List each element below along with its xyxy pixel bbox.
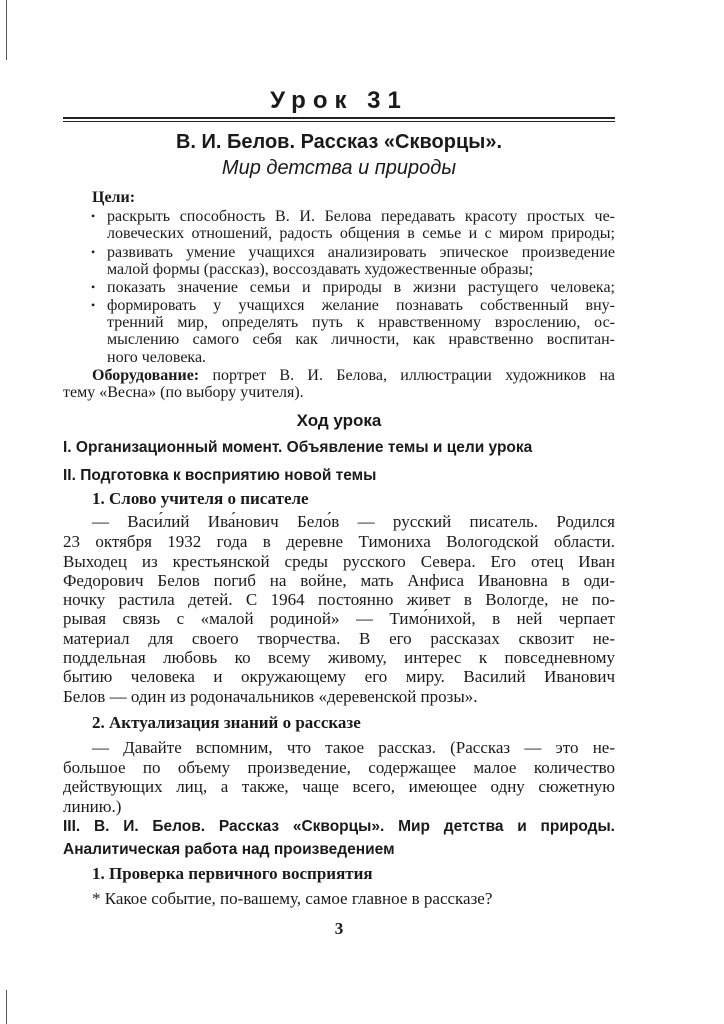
paragraph-line: 23 октября 1932 года в деревне Тимониха Вологодской области. [63,532,615,551]
paragraph-line: большое по объему произведение, содержащее малое количество [63,758,615,777]
paragraph-line: рывая связь с «малой родиной» — Тимо́нихой, в ней черпает [63,609,615,628]
question: * Какое событие, по-вашему, самое главное в рассказе? [92,889,493,908]
equipment-line [92,367,615,385]
page-edge-mark [6,0,7,60]
title-rule [63,117,615,119]
goal-line: ловеческих отношений, радость общения в семье и с миром природы; [107,225,615,242]
lesson-subtitle: Мир детства и природы [221,157,457,179]
bullet-icon: • [91,280,96,294]
paragraph-line: действующих лиц, а также, чаще всего, имеющее одну сюжетную [63,777,615,796]
equipment-line-2: тему «Весна» (по выбору учителя). [63,384,304,401]
section-1-heading: I. Организационный момент. Объявление темы и цели урока [63,439,533,456]
paragraph-line: ночку растила детей. С 1964 постоянно живет в Вологде, не по- [63,590,615,609]
lesson-heading: В. И. Белов. Рассказ «Скворцы». [175,131,503,153]
goal-line: малой формы (рассказ), воссоздавать художественные образы; [107,261,534,278]
page-edge-mark [6,990,7,1024]
goal-line: мыслению самого себя как личности, как нравственно воспитан- [107,331,615,348]
section-2-heading: II. Подготовка к восприятию новой темы [63,467,377,484]
course-heading: Ход урока [296,411,382,430]
bullet-icon: • [91,245,96,259]
paragraph-line: — Васи́лий Ива́нович Бело́в — русский писатель. Родился [92,512,615,531]
goal-line: ного человека. [107,349,207,366]
goal-line: раскрыть способность В. И. Белова передавать красоту простых че- [107,208,615,225]
lesson-title: Урок 31 [270,87,408,114]
paragraph-line: линию.) [63,797,122,816]
paragraph-line: Выходец из крестьянской среды русского Севера. Его отец Иван [63,552,615,571]
paragraph-line: Федорович Белов погиб на войне, мать Анфиса Ивановна в оди- [63,571,615,590]
section-3-heading-line-2: Аналитическая работа над произведением [63,841,395,858]
section-3-heading: III. В. И. Белов. Рассказ «Скворцы». Мир детства и природы. [63,818,615,835]
goal-line: показать значение семьи и природы в жизни растущего человека; [107,279,615,296]
page-number: 3 [334,919,344,938]
goals-label: Цели: [92,189,136,206]
paragraph-line: Белов — один из родоначальников «деревенской прозы». [63,687,478,706]
paragraph-line: поддельная любовь ко всему живому, интерес к повседневному [63,648,615,667]
equipment-label: Оборудование: [92,367,200,384]
paragraph-line: бытию человека и окружающему его миру. Василий Иванович [63,667,615,686]
title-rule-thin [63,121,615,122]
subsection-3-1-heading: 1. Проверка первичного восприятия [92,864,373,883]
paragraph-line: материал для своего творчества. В его рассказах сквозит не- [63,629,615,648]
paragraph-line: — Давайте вспомним, что такое рассказ. (Рассказ — это не- [92,738,615,757]
goal-line: формировать у учащихся желание познавать собственный вну- [107,297,615,314]
equipment-text: портрет В. И. Белова, иллюстрации художников на [199,367,615,384]
goal-line: развивать умение учащихся анализировать эпическое произведение [107,244,615,261]
subsection-2-1-heading: 1. Слово учителя о писателе [92,489,309,508]
subsection-2-2-heading: 2. Актуализация знаний о рассказе [92,713,361,732]
bullet-icon: • [91,298,96,312]
goal-line: тренний мир, определять путь к нравственному взрослению, ос- [107,314,615,331]
bullet-icon: • [91,209,96,223]
